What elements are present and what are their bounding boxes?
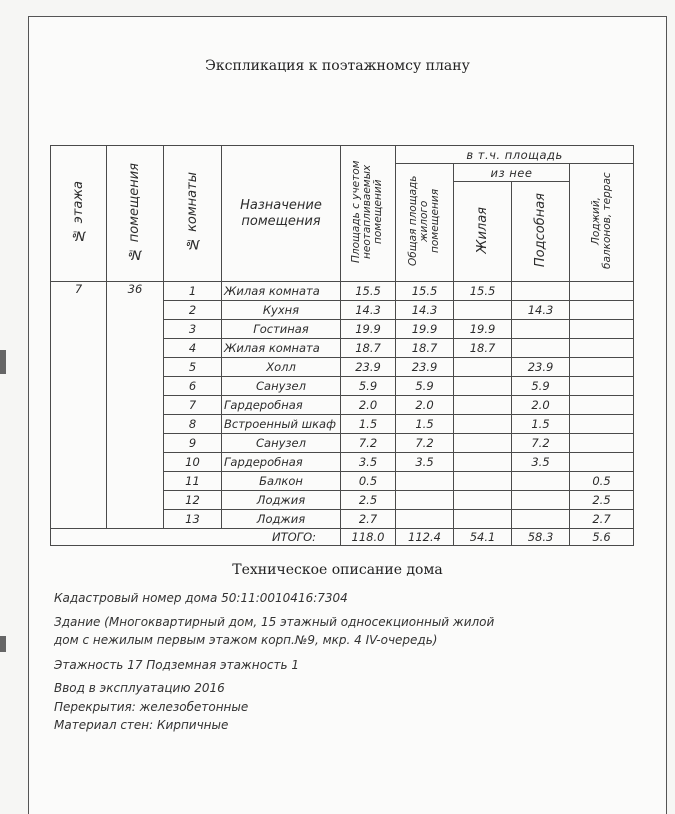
header-living: Жилая <box>454 182 512 282</box>
balcony-cell <box>570 415 634 434</box>
building-line-1: Здание (Многоквартирный дом, 15 этажный односекционный жилой <box>54 615 495 629</box>
room-number-cell: 11 <box>164 472 222 491</box>
area-cell: 2.5 <box>341 491 396 510</box>
room-number-cell: 4 <box>164 339 222 358</box>
header-auxiliary: Подсобная <box>512 182 570 282</box>
living-cell <box>454 301 512 320</box>
living-cell <box>454 434 512 453</box>
room-name-cell: Санузел <box>222 434 341 453</box>
balcony-cell: 0.5 <box>570 472 634 491</box>
auxiliary-cell: 23.9 <box>512 358 570 377</box>
auxiliary-cell <box>512 472 570 491</box>
room-number-cell: 6 <box>164 377 222 396</box>
balcony-cell <box>570 453 634 472</box>
room-name-cell: Балкон <box>222 472 341 491</box>
living-total-cell: 14.3 <box>396 301 454 320</box>
floor-cell: 7 <box>51 282 107 529</box>
area-cell: 15.5 <box>341 282 396 301</box>
area-cell: 0.5 <box>341 472 396 491</box>
explication-table <box>50 145 634 546</box>
living-total-cell: 23.9 <box>396 358 454 377</box>
living-cell: 18.7 <box>454 339 512 358</box>
balcony-cell <box>570 282 634 301</box>
area-cell: 2.7 <box>341 510 396 529</box>
living-total-cell: 3.5 <box>396 453 454 472</box>
total-living: 54.1 <box>454 529 512 546</box>
room-number-cell: 3 <box>164 320 222 339</box>
header-balcony: Лоджий, балконов, террас <box>570 164 634 282</box>
building-line-2: дом с нежилым первым этажом корп.№9, мкр. 4 IV-очередь) <box>54 633 438 647</box>
table-row <box>51 282 634 301</box>
balcony-cell: 2.7 <box>570 510 634 529</box>
area-cell: 1.5 <box>341 415 396 434</box>
living-cell <box>454 491 512 510</box>
room-name-cell: Жилая комната <box>222 339 341 358</box>
header-area-total: Площадь с учетом неотапливаемых помещений <box>341 146 396 282</box>
room-number-cell: 13 <box>164 510 222 529</box>
room-name-cell: Встроенный шкаф <box>222 415 341 434</box>
area-cell: 19.9 <box>341 320 396 339</box>
balcony-cell <box>570 358 634 377</box>
auxiliary-cell <box>512 491 570 510</box>
living-cell: 15.5 <box>454 282 512 301</box>
header-group-area: в т.ч. площадь <box>396 146 634 164</box>
description-title: Техническое описание дома <box>232 562 443 578</box>
total-living-total: 112.4 <box>396 529 454 546</box>
balcony-cell: 2.5 <box>570 491 634 510</box>
walls-info: Материал стен: Кирпичные <box>54 718 229 732</box>
room-number-cell: 5 <box>164 358 222 377</box>
room-name-cell: Гардеробная <box>222 396 341 415</box>
living-cell <box>454 510 512 529</box>
area-cell: 18.7 <box>341 339 396 358</box>
auxiliary-cell: 14.3 <box>512 301 570 320</box>
document-title: Экспликация к поэтажномсу плану <box>205 58 470 74</box>
room-number-cell: 2 <box>164 301 222 320</box>
living-cell: 19.9 <box>454 320 512 339</box>
living-total-cell: 7.2 <box>396 434 454 453</box>
area-cell: 2.0 <box>341 396 396 415</box>
room-number-cell: 8 <box>164 415 222 434</box>
area-cell: 14.3 <box>341 301 396 320</box>
total-balcony: 5.6 <box>570 529 634 546</box>
living-total-cell <box>396 510 454 529</box>
room-name-cell: Холл <box>222 358 341 377</box>
balcony-cell <box>570 320 634 339</box>
living-cell <box>454 377 512 396</box>
room-name-cell: Гардеробная <box>222 453 341 472</box>
auxiliary-cell <box>512 510 570 529</box>
room-number-cell: 10 <box>164 453 222 472</box>
room-name-cell: Лоджия <box>222 491 341 510</box>
auxiliary-cell: 5.9 <box>512 377 570 396</box>
auxiliary-cell <box>512 339 570 358</box>
room-name-cell: Санузел <box>222 377 341 396</box>
room-name-cell: Кухня <box>222 301 341 320</box>
living-total-cell: 2.0 <box>396 396 454 415</box>
living-total-cell: 5.9 <box>396 377 454 396</box>
living-cell <box>454 472 512 491</box>
area-cell: 3.5 <box>341 453 396 472</box>
living-total-cell <box>396 491 454 510</box>
auxiliary-cell <box>512 320 570 339</box>
scan-edge-mark <box>0 636 6 652</box>
auxiliary-cell: 1.5 <box>512 415 570 434</box>
living-total-cell: 18.7 <box>396 339 454 358</box>
living-cell <box>454 396 512 415</box>
living-total-cell: 15.5 <box>396 282 454 301</box>
auxiliary-cell <box>512 282 570 301</box>
living-total-cell: 19.9 <box>396 320 454 339</box>
area-cell: 5.9 <box>341 377 396 396</box>
room-name-cell: Лоджия <box>222 510 341 529</box>
scan-edge-mark <box>0 350 6 374</box>
cadastral-number: Кадастровый номер дома 50:11:0010416:7304 <box>54 591 348 605</box>
balcony-cell <box>570 434 634 453</box>
total-auxiliary: 58.3 <box>512 529 570 546</box>
area-cell: 23.9 <box>341 358 396 377</box>
room-name-cell: Гостиная <box>222 320 341 339</box>
living-cell <box>454 453 512 472</box>
balcony-cell <box>570 377 634 396</box>
living-cell <box>454 358 512 377</box>
living-total-cell: 1.5 <box>396 415 454 434</box>
room-number-cell: 12 <box>164 491 222 510</box>
living-total-cell <box>396 472 454 491</box>
room-number-cell: 7 <box>164 396 222 415</box>
balcony-cell <box>570 396 634 415</box>
total-row <box>51 529 634 546</box>
ceilings-info: Перекрытия: железобетонные <box>54 700 249 714</box>
header-premise: № помещения <box>107 146 164 282</box>
premise-cell: 36 <box>107 282 164 529</box>
commissioned-info: Ввод в эксплуатацию 2016 <box>54 681 225 695</box>
total-area: 118.0 <box>341 529 396 546</box>
living-cell <box>454 415 512 434</box>
floors-info: Этажность 17 Подземная этажность 1 <box>54 658 300 672</box>
balcony-cell <box>570 301 634 320</box>
auxiliary-cell: 7.2 <box>512 434 570 453</box>
total-label: ИТОГО: <box>51 529 341 546</box>
header-sub-group: из нее <box>454 164 570 182</box>
room-name-cell: Жилая комната <box>222 282 341 301</box>
auxiliary-cell: 2.0 <box>512 396 570 415</box>
room-number-cell: 1 <box>164 282 222 301</box>
balcony-cell <box>570 339 634 358</box>
header-living-total: Общая площадь жилого помещения <box>396 164 454 282</box>
auxiliary-cell: 3.5 <box>512 453 570 472</box>
room-number-cell: 9 <box>164 434 222 453</box>
area-cell: 7.2 <box>341 434 396 453</box>
header-floor: № этажа <box>51 146 107 282</box>
header-room: № комнаты <box>164 146 222 282</box>
header-purpose: Назначение помещения <box>222 146 341 282</box>
